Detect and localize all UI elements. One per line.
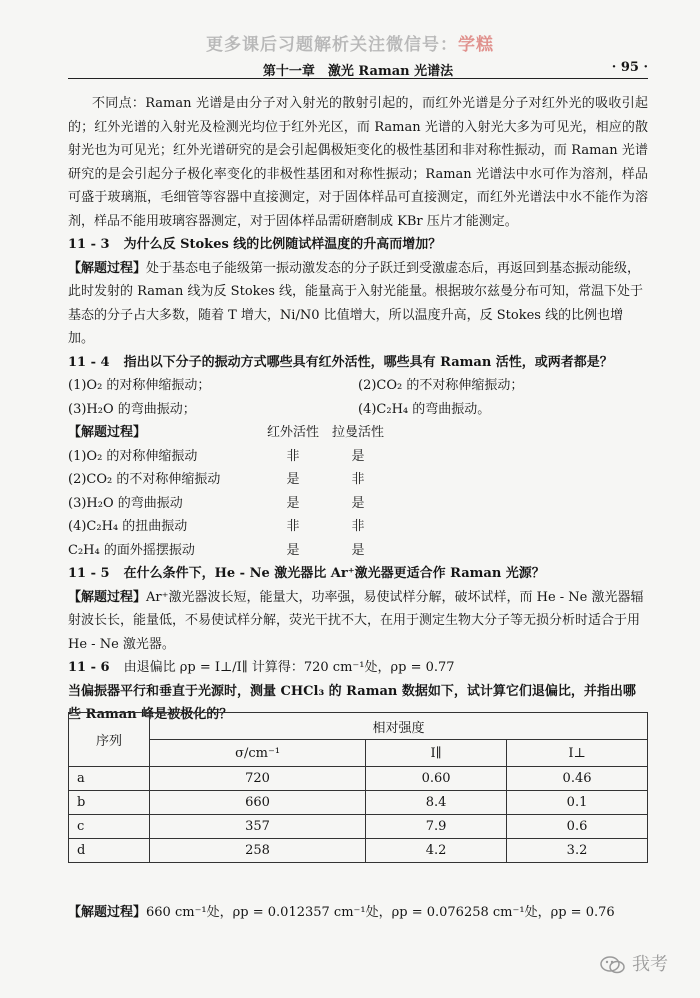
raman-value: 是: [351, 495, 365, 511]
activity-row: [68, 468, 648, 492]
cell-sigma: 357: [150, 815, 366, 839]
question-11-6: [68, 656, 648, 680]
question-options: [68, 374, 648, 421]
activity-row: [68, 515, 648, 539]
option-1: (1)O₂ 的对称伸缩振动；: [68, 378, 211, 393]
solution-label: 【解题过程】: [68, 260, 147, 276]
ir-value: 是: [286, 495, 300, 511]
col-seq-header: 序列: [69, 713, 150, 767]
cell-seq: d: [69, 839, 150, 863]
question-11-5: [68, 562, 648, 586]
raman-data-table: [68, 712, 648, 863]
cell-ipar: 8.4: [366, 791, 507, 815]
option-4: (4)C₂H₄ 的弯曲振动。: [358, 401, 491, 417]
solution-text: Ar⁺激光器波长短，能量大，功率强，易使试样分解，破坏试样，而 He - Ne 激光器辐射波长长，能量低，不易使试样分解，荧光干扰不大，在用于测定生物大分子等无损分析时适合于用 He - Ne 激光器。: [68, 589, 644, 652]
ir-value: 是: [286, 472, 300, 487]
wechat-logo: [600, 950, 668, 976]
question-number: 11 - 5: [68, 566, 110, 581]
col-ir-activity: 红外活性: [266, 425, 319, 440]
page-content: [68, 92, 648, 727]
vibration-mode: C₂H₄ 的面外摇摆振动: [68, 542, 195, 558]
question-number: 11 - 4: [68, 354, 110, 370]
solution-11-5: [68, 586, 648, 657]
question-number: 11 - 6: [68, 660, 110, 675]
activity-table: [68, 421, 648, 562]
question-text-line2: 当偏振器平行和垂直于光源时，测量 CHCl₃ 的 Raman 数据如下，试计算它们退偏比，并指出哪些 Raman 峰是被极化的？: [68, 683, 636, 722]
solution-11-6: [68, 901, 648, 920]
activity-row: [68, 445, 648, 469]
intro-paragraph: 不同点：Raman 光谱是由分子对入射光的散射引起的，而红外光谱是分子对红外光的吸收引起的；红外光谱的入射光及检测光均位于红外光区，而 Raman 光谱的入射光大多为可见光，相应的散射光也为可见光；红外光谱研究的是会引起偶极矩变化的极性基团和非对称性振动，而 Raman 光谱研究的是会引起分子极化率变化的非极性基团和对称性振动；Raman 光谱法中水可作为溶剂，样品可盛于玻璃瓶，毛细管等容器中直接测定，对于固体样品可直接测定，而红外光谱法中水不能作为溶剂，样品不能用玻璃容器测定，对于固体样品需研磨制成 KBr 压片才能测定。: [68, 96, 648, 229]
table-row: [69, 767, 648, 791]
raman-value: 是: [351, 542, 365, 558]
question-number: 11 - 3: [68, 237, 110, 252]
option-2: (2)CO₂ 的不对称伸缩振动；: [358, 378, 524, 393]
col-ipar-header: I∥: [366, 740, 507, 767]
solution-label: 【解题过程】: [68, 425, 147, 440]
watermark-prefix: 更多课后习题解析关注微信号：: [206, 35, 458, 55]
question-text-line1: 由退偏比 ρp = I⊥/I∥ 计算得：720 cm⁻¹处，ρp = 0.77: [123, 660, 455, 675]
raman-value: 非: [351, 519, 365, 534]
vibration-mode: (4)C₂H₄ 的扭曲振动: [68, 519, 188, 534]
solution-label: 【解题过程】: [68, 905, 147, 920]
col-sigma-header: σ/cm⁻¹: [150, 740, 366, 767]
table-row: [69, 815, 648, 839]
page-header: [68, 60, 648, 79]
table-row: [69, 839, 648, 863]
ir-value: 非: [286, 448, 300, 464]
wechat-icon: [600, 955, 626, 975]
activity-row: [68, 492, 648, 516]
solution-11-3: [68, 257, 648, 351]
cell-sigma: 660: [150, 791, 366, 815]
activity-header-row: [68, 421, 648, 445]
col-rel-header: 相对强度: [150, 713, 648, 740]
cell-seq: b: [69, 791, 150, 815]
option-3: (3)H₂O 的弯曲振动；: [68, 401, 196, 417]
cell-seq: c: [69, 815, 150, 839]
cell-iperp: 3.2: [507, 839, 648, 863]
logo-text: 我考: [632, 954, 668, 975]
question-text: 在什么条件下，He - Ne 激光器比 Ar⁺激光器更适合作 Raman 光源？: [123, 566, 545, 581]
cell-sigma: 720: [150, 767, 366, 791]
solution-text: 660 cm⁻¹处，ρp = 0.012357 cm⁻¹处，ρp = 0.076258 cm⁻¹处，ρp = 0.76: [146, 905, 615, 920]
cell-seq: a: [69, 767, 150, 791]
question-text: 指出以下分子的振动方式哪些具有红外活性，哪些具有 Raman 活性，或两者都是？: [123, 354, 613, 370]
watermark-account: 学糕: [458, 35, 494, 55]
vibration-mode: (3)H₂O 的弯曲振动: [68, 495, 183, 511]
cell-ipar: 4.2: [366, 839, 507, 863]
cell-ipar: 7.9: [366, 815, 507, 839]
solution-text: 处于基态电子能级第一振动激发态的分子跃迁到受激虚态后，再返回到基态振动能级，此时发射的 Raman 线为反 Stokes 线，能量高于入射光能量。根据玻尔兹曼分布可知，常温下处于基态的分子占大多数，随着 T 增大，Ni/N0 比值增大，所以温度升高，反 Stokes 线的比例也增加。: [68, 260, 644, 346]
chapter-title: 第十一章 激光 Raman 光谱法: [262, 64, 454, 79]
page-number: · 95 ·: [611, 60, 648, 75]
table-row: [69, 791, 648, 815]
raman-value: 非: [351, 472, 365, 487]
watermark-banner: [0, 30, 700, 55]
col-iperp-header: I⊥: [507, 740, 648, 767]
cell-iperp: 0.6: [507, 815, 648, 839]
solution-label: 【解题过程】: [68, 589, 147, 605]
table-subheader-row: [69, 740, 648, 767]
table-header-row: [69, 713, 648, 740]
question-11-4: [68, 351, 648, 375]
activity-row: [68, 539, 648, 563]
raman-value: 是: [351, 448, 365, 464]
vibration-mode: (1)O₂ 的对称伸缩振动: [68, 448, 198, 464]
question-11-3: [68, 233, 648, 257]
col-raman-activity: 拉曼活性: [331, 425, 384, 440]
cell-sigma: 258: [150, 839, 366, 863]
ir-value: 非: [286, 519, 300, 534]
cell-iperp: 0.1: [507, 791, 648, 815]
cell-ipar: 0.60: [366, 767, 507, 791]
question-text: 为什么反 Stokes 线的比例随试样温度的升高而增加？: [123, 237, 442, 252]
ir-value: 是: [286, 542, 300, 558]
vibration-mode: (2)CO₂ 的不对称伸缩振动: [68, 472, 221, 487]
cell-iperp: 0.46: [507, 767, 648, 791]
